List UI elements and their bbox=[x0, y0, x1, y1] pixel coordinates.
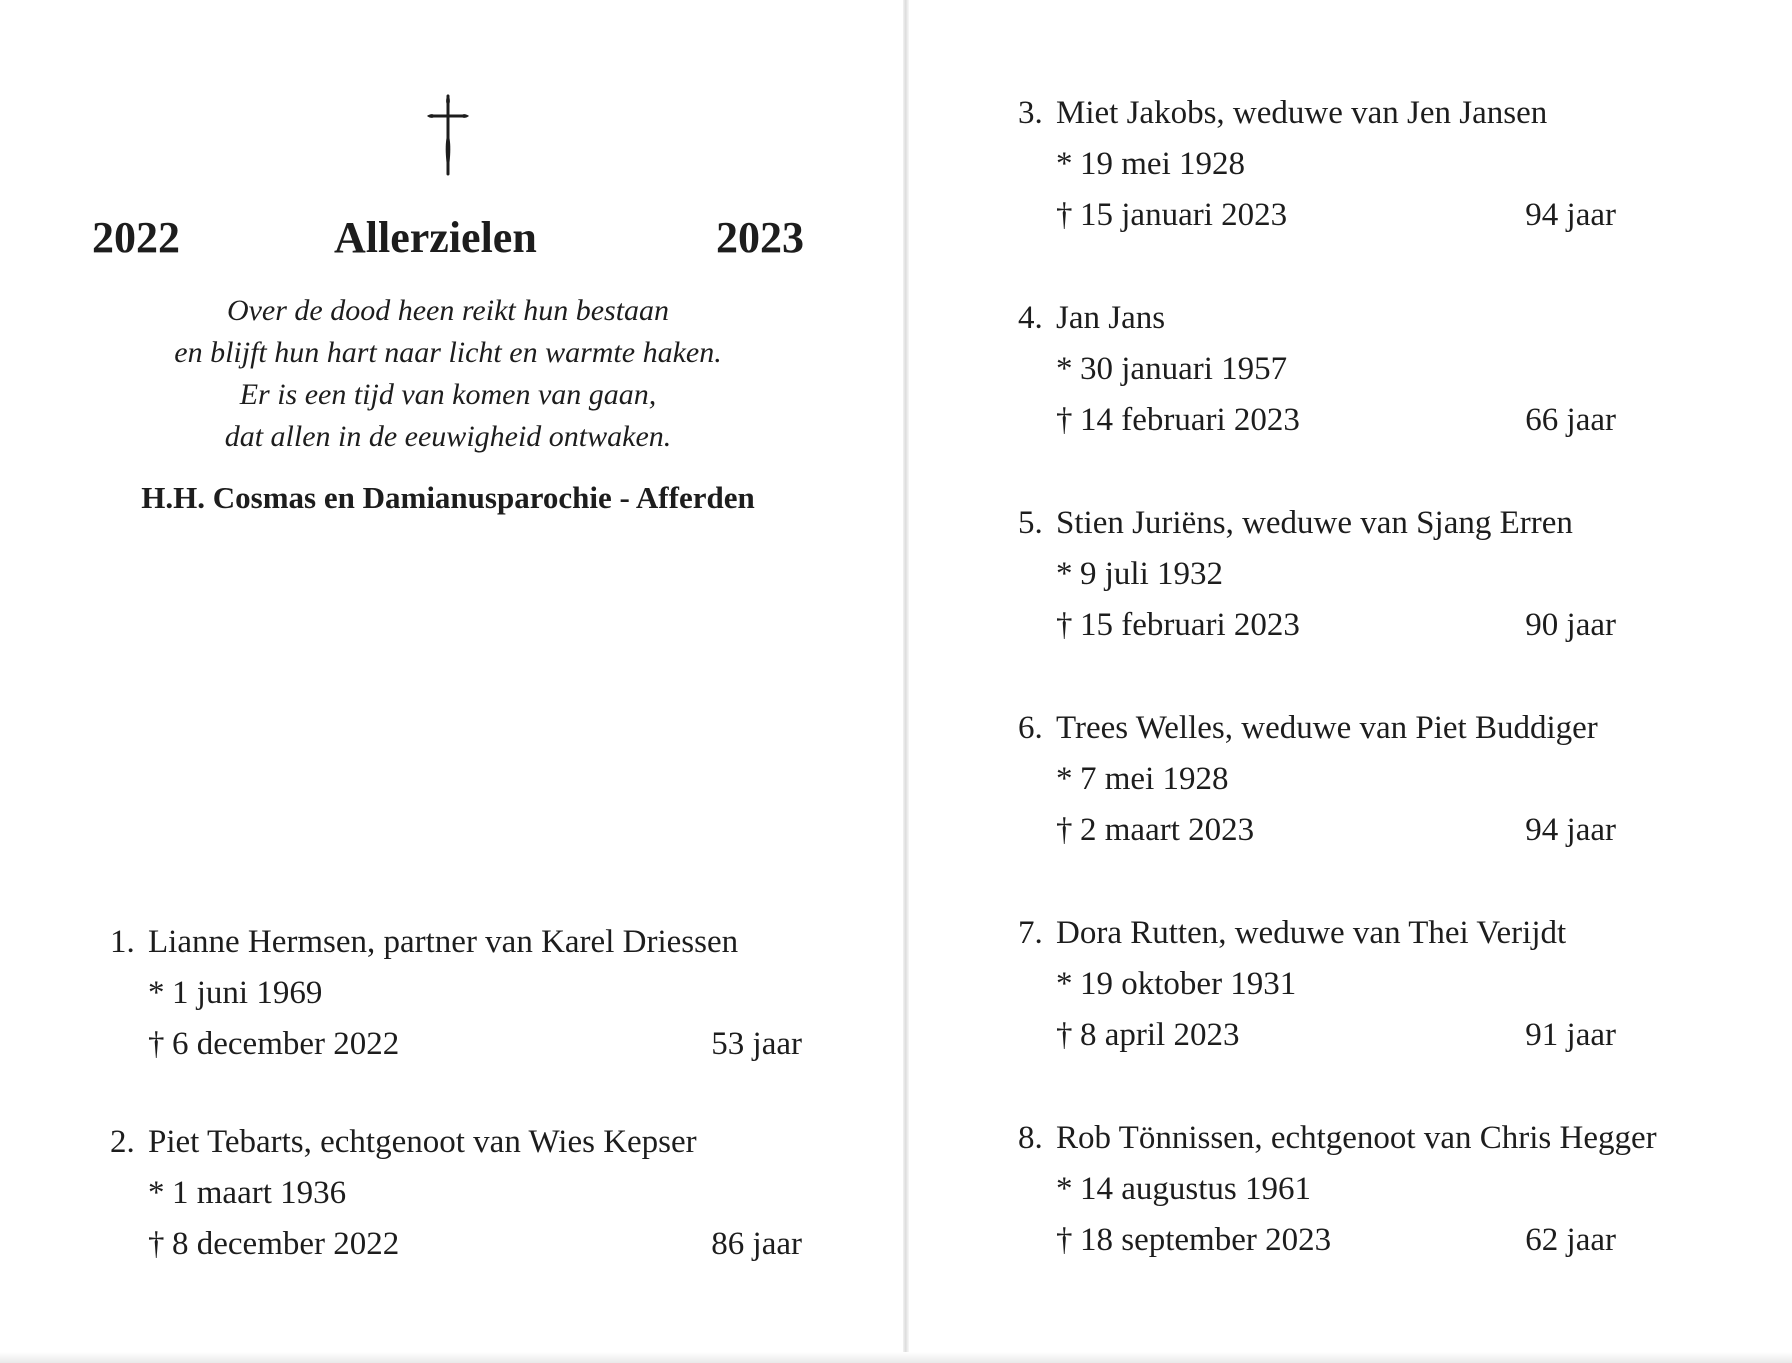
poem bbox=[90, 290, 806, 458]
poem-line: Over de dood heen reikt hun bestaan bbox=[226, 294, 670, 327]
birth-date: 9 juli 1932 bbox=[1080, 556, 1224, 592]
birth-date: 19 mei 1928 bbox=[1080, 146, 1245, 182]
entry-name: Miet Jakobs, weduwe van Jen Jansen bbox=[1056, 95, 1548, 131]
entry-name: Jan Jans bbox=[1056, 300, 1166, 336]
entry-death-line bbox=[110, 1219, 802, 1270]
entry-birth-line bbox=[110, 1168, 802, 1219]
entry-number: 7. bbox=[1018, 915, 1043, 951]
year-start: 2022 bbox=[92, 213, 180, 262]
entry-number: 4. bbox=[1018, 300, 1043, 336]
entry-death-line bbox=[1018, 1010, 1616, 1061]
age: 94 jaar bbox=[1525, 812, 1616, 848]
entry-name: Trees Welles, weduwe van Piet Buddiger bbox=[1056, 710, 1598, 746]
entry-number: 8. bbox=[1018, 1120, 1043, 1156]
entry-death-line bbox=[1018, 600, 1616, 651]
birth-symbol: * bbox=[148, 975, 165, 1011]
death-symbol: † bbox=[1056, 1222, 1073, 1258]
birth-symbol: * bbox=[1056, 1171, 1073, 1207]
entry-death-line bbox=[1018, 805, 1616, 856]
title-row bbox=[0, 212, 906, 268]
age: 86 jaar bbox=[711, 1226, 802, 1262]
age: 90 jaar bbox=[1525, 607, 1616, 643]
entry-name-line bbox=[1018, 1113, 1657, 1164]
page-title: Allerzielen bbox=[334, 213, 537, 262]
birth-symbol: * bbox=[1056, 351, 1073, 387]
entry bbox=[110, 1117, 802, 1270]
poem-line: Er is een tijd van komen van gaan, bbox=[239, 378, 657, 411]
death-symbol: † bbox=[1056, 607, 1073, 643]
entry-death-line bbox=[1018, 395, 1616, 446]
birth-symbol: * bbox=[1056, 556, 1073, 592]
entry-name-line bbox=[1018, 88, 1616, 139]
entry-name: Stien Juriëns, weduwe van Sjang Erren bbox=[1056, 505, 1573, 541]
right-page bbox=[906, 0, 1792, 1363]
birth-symbol: * bbox=[1056, 761, 1073, 797]
entry-name-line bbox=[110, 1117, 802, 1168]
entry bbox=[1018, 88, 1616, 241]
death-symbol: † bbox=[1056, 402, 1073, 438]
entry bbox=[1018, 293, 1616, 446]
entry-birth-line bbox=[1018, 344, 1616, 395]
birth-date: 30 januari 1957 bbox=[1080, 351, 1288, 387]
death-symbol: † bbox=[148, 1026, 165, 1062]
entry-name-line bbox=[1018, 703, 1616, 754]
entry bbox=[110, 917, 802, 1070]
entry bbox=[1018, 1113, 1657, 1266]
entry-birth-line bbox=[1018, 549, 1616, 600]
entry-number: 1. bbox=[110, 924, 135, 960]
entry-number: 2. bbox=[110, 1124, 135, 1160]
death-date: 15 januari 2023 bbox=[1080, 197, 1288, 233]
entry-number: 3. bbox=[1018, 95, 1043, 131]
birth-symbol: * bbox=[148, 1175, 165, 1211]
death-date: 18 september 2023 bbox=[1080, 1222, 1332, 1258]
death-symbol: † bbox=[1056, 812, 1073, 848]
poem-line: en blijft hun hart naar licht en warmte haken. bbox=[174, 336, 722, 369]
entry-name: Dora Rutten, weduwe van Thei Verijdt bbox=[1056, 915, 1567, 951]
age: 62 jaar bbox=[1525, 1222, 1616, 1258]
birth-date: 19 oktober 1931 bbox=[1080, 966, 1297, 1002]
entry-name: Lianne Hermsen, partner van Karel Driessen bbox=[148, 924, 739, 960]
age: 94 jaar bbox=[1525, 197, 1616, 233]
entry-death-line bbox=[1018, 190, 1616, 241]
age: 91 jaar bbox=[1525, 1017, 1616, 1053]
age: 53 jaar bbox=[711, 1026, 802, 1062]
entry-number: 6. bbox=[1018, 710, 1043, 746]
entry-name-line bbox=[1018, 908, 1616, 959]
entry-name-line bbox=[1018, 293, 1616, 344]
entry bbox=[1018, 498, 1616, 651]
age: 66 jaar bbox=[1525, 402, 1616, 438]
birth-symbol: * bbox=[1056, 146, 1073, 182]
birth-symbol: * bbox=[1056, 966, 1073, 1002]
year-end: 2023 bbox=[716, 213, 804, 262]
entry-name-line bbox=[1018, 498, 1616, 549]
cross-icon bbox=[425, 94, 471, 176]
birth-date: 7 mei 1928 bbox=[1080, 761, 1229, 797]
entry-death-line bbox=[110, 1019, 802, 1070]
parish-name: H.H. Cosmas en Damianusparochie - Afferden bbox=[141, 480, 755, 515]
death-date: 15 februari 2023 bbox=[1080, 607, 1300, 643]
entry-birth-line bbox=[110, 968, 802, 1019]
entry-birth-line bbox=[1018, 139, 1616, 190]
death-symbol: † bbox=[148, 1226, 165, 1262]
death-date: 2 maart 2023 bbox=[1080, 812, 1255, 848]
entry-name: Piet Tebarts, echtgenoot van Wies Kepser bbox=[148, 1124, 697, 1160]
entry-name: Rob Tönnissen, echtgenoot van Chris Hegger bbox=[1056, 1120, 1657, 1156]
poem-line: dat allen in de eeuwigheid ontwaken. bbox=[224, 420, 672, 453]
entry bbox=[1018, 703, 1616, 856]
entry bbox=[1018, 908, 1616, 1061]
death-date: 14 februari 2023 bbox=[1080, 402, 1300, 438]
entry-name-line bbox=[110, 917, 802, 968]
birth-date: 1 juni 1969 bbox=[172, 975, 323, 1011]
death-date: 8 april 2023 bbox=[1080, 1017, 1240, 1053]
birth-date: 14 augustus 1961 bbox=[1080, 1171, 1311, 1207]
death-symbol: † bbox=[1056, 1017, 1073, 1053]
entry-birth-line bbox=[1018, 754, 1616, 805]
bottom-edge bbox=[0, 1352, 1792, 1363]
entry-birth-line bbox=[1018, 1164, 1616, 1215]
death-date: 8 december 2022 bbox=[172, 1226, 400, 1262]
death-symbol: † bbox=[1056, 197, 1073, 233]
birth-date: 1 maart 1936 bbox=[172, 1175, 347, 1211]
entry-death-line bbox=[1018, 1215, 1616, 1266]
death-date: 6 december 2022 bbox=[172, 1026, 400, 1062]
entry-number: 5. bbox=[1018, 505, 1043, 541]
entry-birth-line bbox=[1018, 959, 1616, 1010]
